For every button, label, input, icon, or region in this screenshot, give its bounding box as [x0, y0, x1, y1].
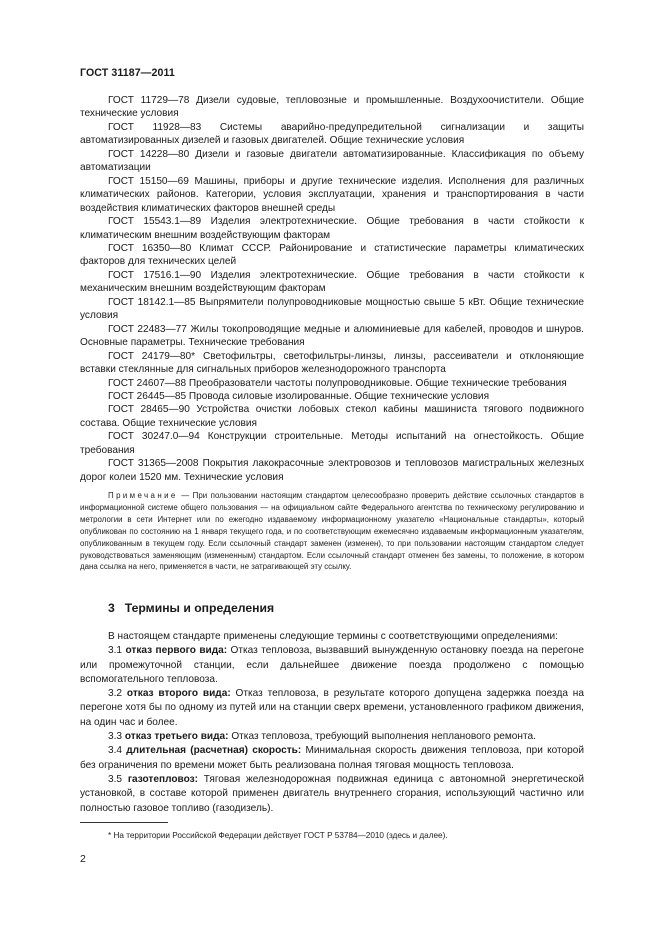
footnote-divider	[80, 822, 168, 823]
reference-item: ГОСТ 11729—78 Дизели судовые, тепловозные и промышленные. Воздухоочистители. Общие технические условия	[80, 95, 584, 120]
page-number: 2	[80, 853, 86, 865]
reference-item: ГОСТ 16350—80 Климат СССР. Районирование и статистические параметры климатических факторов для технических целей	[80, 242, 584, 268]
term-number: 3.5	[108, 773, 123, 785]
note-text: — При пользовании настоящим стандартом целесообразно проверить действие ссылочных стандартов в информационной системе общего пользования — на официальном сайте Федерального агентства по техническому регулированию и метрологии в сети Интернет или по ежегодно издаваемому информационному указателю «Национальные стандарты», который опубликован по состоянию на 1 января текущего года, и по соответствующим ежемесячно издаваемым информационным указателям, опубликованным в текущем году. Если ссылочный стандарт заменен (изменен), то при пользовании настоящим стандартом следует руководствоваться заменяющим (измененным) стандартом. Если ссылочный стандарт отменен без замены, то положение, в котором дана ссылка на него, применяется в части, не затрагивающей эту ссылку.	[80, 491, 584, 572]
reference-item: ГОСТ 28465—90 Устройства очистки лобовых стекол кабины машиниста тягового подвижного состава. Общие технические условия	[80, 404, 584, 429]
term-entry	[80, 773, 584, 816]
reference-item: ГОСТ 26445—85 Провода силовые изолированные. Общие технические условия	[108, 390, 490, 402]
reference-item: ГОСТ 14228—80 Дизели и газовые двигатели автоматизированные. Классификация по объему автоматизации	[80, 148, 584, 174]
term-definition: Отказ тепловоза, требующий выполнения непланового ремонта.	[231, 731, 536, 743]
note-block	[80, 490, 584, 573]
section-heading	[108, 601, 274, 615]
reference-item: ГОСТ 22483—77 Жилы токопроводящие медные и алюминиевые для кабелей, проводов и шнуров. Основные параметры. Технические требования	[80, 323, 584, 349]
term-number: 3.4	[108, 745, 123, 757]
term-entry	[80, 744, 584, 773]
reference-item: ГОСТ 24179—80* Светофильтры, светофильтры-линзы, линзы, рассеиватели и отклоняющие вставки стеклянные для сигнальных приборов железнодорожного транспорта	[80, 350, 584, 376]
term-name: отказ второго вида:	[126, 688, 231, 700]
terms-section	[80, 630, 584, 816]
term-name: отказ первого вида:	[125, 645, 228, 657]
section-number: 3	[108, 601, 115, 615]
term-name: газотепловоз:	[127, 773, 199, 785]
term-entry	[80, 730, 584, 744]
term-number: 3.3	[108, 731, 123, 743]
reference-item: ГОСТ 30247.0—94 Конструкции строительные. Методы испытаний на огнестойкость. Общие требования	[80, 431, 584, 456]
term-number: 3.2	[108, 688, 123, 700]
document-header: ГОСТ 31187—2011	[80, 67, 175, 79]
reference-item: ГОСТ 11928—83 Системы аварийно-предупредительной сигнализации и защиты автоматизированных дизелей и газовых двигателей. Общие технические условия	[80, 121, 584, 147]
note-label: Примечание	[108, 491, 178, 500]
term-entry	[80, 687, 584, 730]
term-definition: Минимальная скорость движения тепловоза, при которой без ограничения по времени может быть реализована полная тяговая мощность тепловоза.	[80, 745, 585, 771]
term-definition: Отказ тепловоза, в результате которого допущена задержка поезда на перегоне хотя бы по одному из путей или на станции сверх времени, установленного графиком движения, на один час и более.	[80, 688, 584, 728]
normative-references	[80, 94, 584, 484]
section-title: Термины и определения	[124, 601, 275, 615]
term-definition: Тяговая железнодорожная подвижная единица с автономной энергетической установкой, в составе которой применен двигатель внутреннего сгорания, использующий частично или полностью газовое топливо (газодизель).	[80, 773, 584, 814]
terms-intro: В настоящем стандарте применены следующие термины с соответствующими определениями:	[108, 631, 558, 642]
term-number: 3.1	[108, 645, 123, 657]
term-name: длительная (расчетная) скорость:	[126, 745, 302, 757]
footnote: * На территории Российской Федерации действует ГОСТ Р 53784—2010 (здесь и далее).	[108, 831, 448, 840]
term-name: отказ третьего вида:	[124, 731, 229, 743]
reference-item: ГОСТ 24607—88 Преобразователи частоты полупроводниковые. Общие технические требования	[108, 377, 567, 389]
reference-item: ГОСТ 15543.1—89 Изделия электротехнические. Общие требования в части стойкости к климатическим внешним воздействующим факторам	[80, 216, 584, 241]
note-paragraph	[80, 490, 584, 573]
reference-item: ГОСТ 17516.1—90 Изделия электротехнические. Общие требования в части стойкости к механическим внешним воздействующим факторам	[80, 269, 584, 295]
reference-item: ГОСТ 18142.1—85 Выпрямители полупроводниковые мощностью свыше 5 кВт. Общие технические условия	[80, 296, 584, 322]
term-definition: Отказ тепловоза, вызвавший вынужденную остановку поезда на перегоне или промежуточной станции, если дальнейшее движение поезда продолжено с помощью вспомогательного тепловоза.	[80, 645, 584, 685]
reference-item: ГОСТ 31365—2008 Покрытия лакокрасочные электровозов и тепловозов магистральных железных дорог колеи 1520 мм. Технические условия	[80, 458, 584, 483]
term-entry	[80, 644, 584, 687]
reference-item: ГОСТ 15150—69 Машины, приборы и другие технические изделия. Исполнения для различных климатических районов. Категории, условия эксплуатации, хранения и транспортирования в части воздействия климатических факторов внешней среды	[80, 175, 584, 214]
